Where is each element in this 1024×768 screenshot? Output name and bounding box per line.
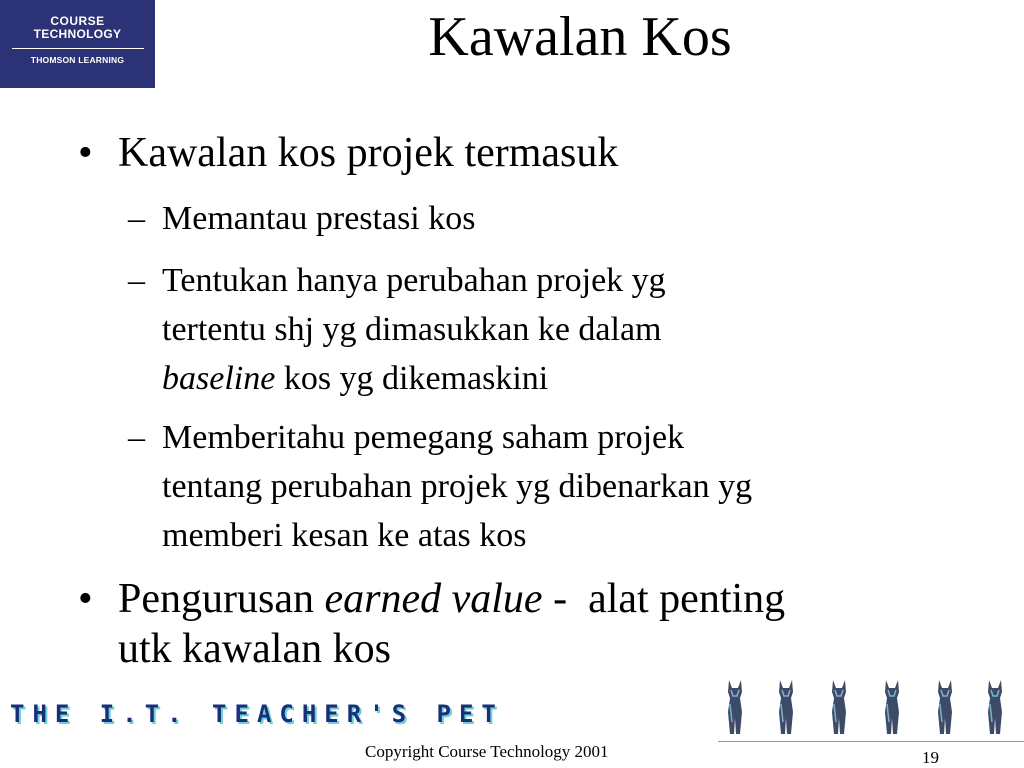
cat-statue-icon	[877, 678, 907, 736]
slide-title: Kawalan Kos	[428, 6, 732, 68]
cat-statue-icon	[980, 678, 1010, 736]
sub-bullet-text	[162, 413, 968, 560]
teachers-pet-banner: THE I.T. TEACHER'S PET	[10, 700, 504, 728]
sub-bullet-dash: –	[128, 262, 145, 299]
copyright-text: Copyright Course Technology 2001	[365, 742, 609, 761]
sub-bullet-text: Memantau prestasi kos	[162, 200, 476, 237]
bullet-line	[118, 574, 978, 624]
logo-line-2: TECHNOLOGY	[33, 27, 122, 41]
sub-bullet-dash: –	[128, 200, 145, 237]
sub-bullet-line: tentang perubahan projek yg dibenarkan yg	[162, 468, 753, 505]
bullet-dot: •	[78, 130, 93, 176]
bullet-text: Kawalan kos projek termasuk	[118, 130, 619, 176]
footer-divider	[718, 741, 1024, 742]
sub-bullet-text	[162, 256, 968, 403]
sub-bullet-line	[162, 354, 968, 403]
bullet-line: utk kawalan kos	[118, 626, 391, 672]
sub-bullet-line: Memberitahu pemegang saham projek	[162, 419, 685, 456]
italic-term: baseline	[162, 360, 276, 397]
bullet-text	[118, 574, 978, 674]
bullet-dot: •	[78, 576, 93, 622]
bullet-line-pre: Pengurusan	[118, 576, 325, 622]
cat-statue-icon	[930, 678, 960, 736]
italic-term: earned value	[324, 576, 543, 622]
cat-statues-row	[718, 678, 1018, 738]
page-number: 19	[922, 748, 939, 767]
logo-line-3: THOMSON LEARNING	[30, 55, 125, 65]
sub-bullet-line: Tentukan hanya perubahan projek yg	[162, 262, 666, 299]
cat-statue-icon	[771, 678, 801, 736]
sub-bullet-line: memberi kesan ke atas kos	[162, 517, 527, 554]
cat-statue-icon	[824, 678, 854, 736]
logo-line-1: COURSE	[50, 14, 105, 28]
cat-statue-icon	[720, 678, 750, 736]
course-technology-logo	[0, 0, 155, 88]
sub-bullet-line-rest: kos yg dikemaskini	[275, 360, 549, 397]
bullet-line-post: - alat penting	[542, 576, 786, 622]
sub-bullet-dash: –	[128, 419, 145, 456]
sub-bullet-line: tertentu shj yg dimasukkan ke dalam	[162, 311, 662, 348]
logo-divider	[12, 48, 144, 49]
